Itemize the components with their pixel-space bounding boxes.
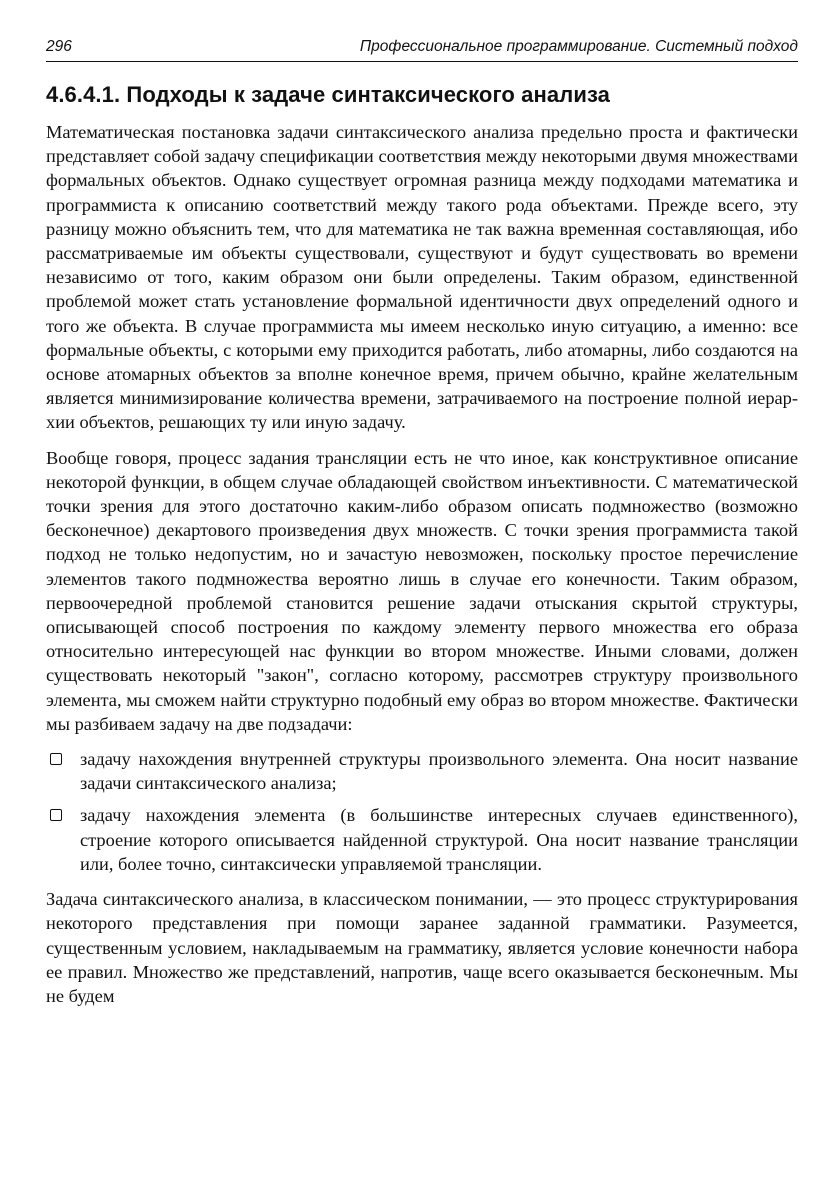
bullet-list — [46, 747, 798, 876]
list-item — [46, 803, 798, 876]
running-title: Профессиональное программирование. Системный подход — [359, 38, 798, 55]
body-paragraph: Математическая постановка задачи синтаксического анализа предельно проста и фактически представляет собой задачу спецификации соответствия между некоторыми двумя множествами формальных объектов. Однако существует огромная разница между подходами математика и программиста к описанию соответствий между такого рода объектами. Прежде всего, эту разницу можно объяснить тем, что для математика не так важна временная составляющая, ибо рассматриваемые им объекты существовали, существуют и будут существовать во времени независимо от того, каким образом они были определены. Таким образом, единственной проблемой может стать установление формальной идентичности двух определений одного и того же объекта. В случае программиста мы имеем несколько иную ситуацию, а именно: все формальные объекты, с которыми ему приходится работать, либо атомарны, либо создаются на основе атомарных объектов за вполне конечное время, причем обычно, крайне желательным является минимизирование количества времени, затрачиваемого на построение полной иерархии объектов, решающих ту или иную задачу. — [46, 122, 798, 433]
book-page — [46, 38, 798, 1019]
checkbox-bullet-icon — [50, 753, 62, 765]
section-heading: 4.6.4.1. Подходы к задаче синтаксического анализа — [46, 82, 611, 107]
list-item — [46, 747, 798, 795]
running-header — [46, 38, 798, 62]
checkbox-bullet-icon — [50, 809, 62, 821]
body-paragraph: Вообще говоря, процесс задания трансляции есть не что иное, как конструктивное описание некоторой функции, в общем случае обладающей свойством инъективности. С математической точки зрения для этого достаточно каким-либо образом описать подмножество (возможно бесконечное) декартового произведения двух множеств. С точки зрения программиста такой подход не только недопустим, но и зачастую невозможен, поскольку простое перечисление элементов такого подмножества вероятно лишь в случае его конечности. Таким образом, первоочередной проблемой становится решение задачи отыскания скрытой структуры, описывающей способ построения по каждому элементу первого множества его образа относительно интересующей нас функции во втором множестве. Иными словами, должен существовать некоторый "закон", согласно которому, рассмотрев структуру произвольного элемента, мы сможем найти структурно подобный ему образ во втором множестве. Фактически мы разбиваем задачу на две подзадачи: — [46, 447, 798, 734]
list-item-text: задачу нахождения внутренней структуры произвольного элемента. Она носит название задачи синтаксического анализа; — [80, 749, 798, 794]
page-number: 296 — [46, 38, 72, 55]
list-item-text: задачу нахождения элемента (в большинстве интересных случаев единственного), строение которого описывается найденной структурой. Она носит название трансляции или, более точно, синтаксически управляемой трансляции. — [80, 805, 798, 874]
body-paragraph: Задача синтаксического анализа, в классическом понимании, — это процесс структурирования некоторого представления при помощи заранее заданной грамматики. Разумеется, существенным условием, накладываемым на грамматику, является условие конечности набора ее правил. Множество же представлений, напротив, чаще всего оказывается бесконечным. Мы не будем — [46, 889, 798, 1006]
